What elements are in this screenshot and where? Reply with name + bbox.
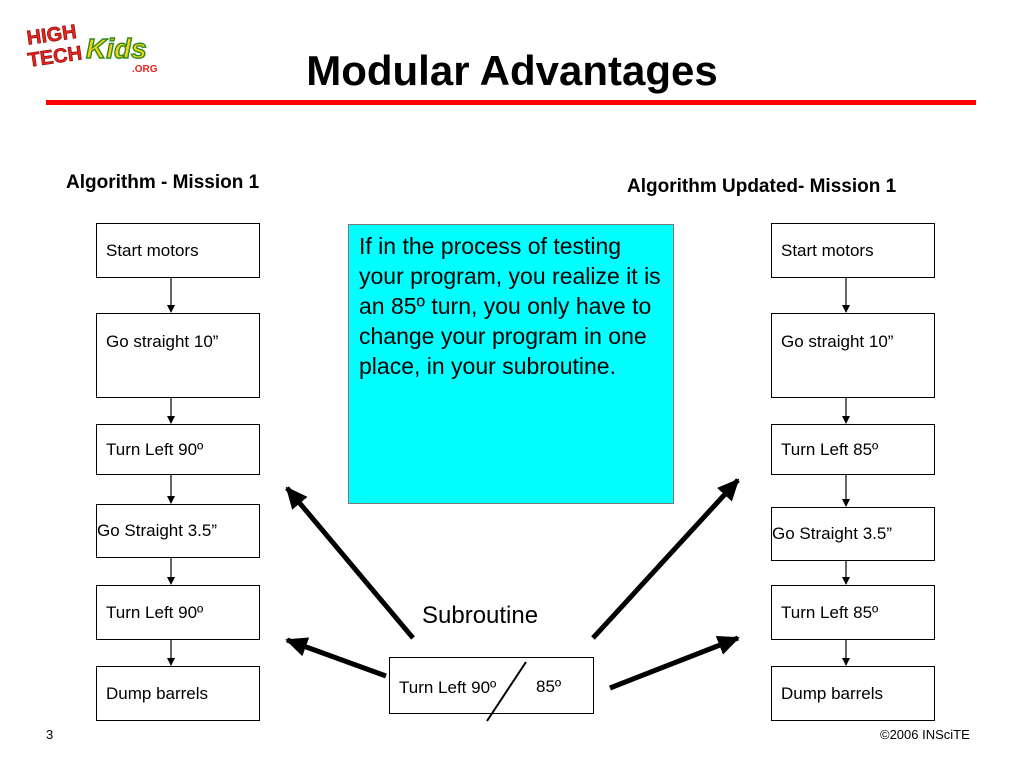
logo-line2: TECH: [26, 42, 84, 72]
logo-word: Kids: [86, 33, 147, 64]
left-step-go-straight-10: Go straight 10”: [96, 313, 260, 398]
page-number: 3: [46, 727, 54, 742]
left-step-go-straight-3-5: Go Straight 3.5”: [96, 504, 260, 558]
subroutine-label: Subroutine: [422, 602, 539, 629]
right-step-turn-left-2: Turn Left 85º: [771, 585, 935, 640]
subroutine-new-value: 85º: [536, 677, 562, 696]
logo-suffix: .ORG: [132, 64, 158, 75]
right-step-turn-left-1: Turn Left 85º: [771, 424, 935, 475]
logo-line1: HIGH: [25, 20, 78, 50]
right-column-heading: Algorithm Updated- Mission 1: [627, 176, 897, 197]
copyright-text: ©2006 INSciTE: [880, 727, 970, 742]
explanation-note: If in the process of testing your program, you realize it is an 85º turn, you only have to change your program in one place, in your subroutine.: [348, 224, 674, 504]
left-step-dump-barrels: Dump barrels: [96, 666, 260, 721]
left-step-turn-left-1: Turn Left 90º: [96, 424, 260, 475]
left-step-start-motors: Start motors: [96, 223, 260, 278]
right-step-start-motors: Start motors: [771, 223, 935, 278]
left-step-turn-left-2: Turn Left 90º: [96, 585, 260, 640]
left-column-heading: Algorithm - Mission 1: [66, 172, 260, 193]
slide-title: Modular Advantages: [306, 47, 718, 94]
right-step-go-straight-10: Go straight 10”: [771, 313, 935, 398]
right-step-go-straight-3-5: Go Straight 3.5”: [771, 507, 935, 561]
subroutine-old-value: Turn Left 90º: [399, 678, 497, 697]
right-step-dump-barrels: Dump barrels: [771, 666, 935, 721]
